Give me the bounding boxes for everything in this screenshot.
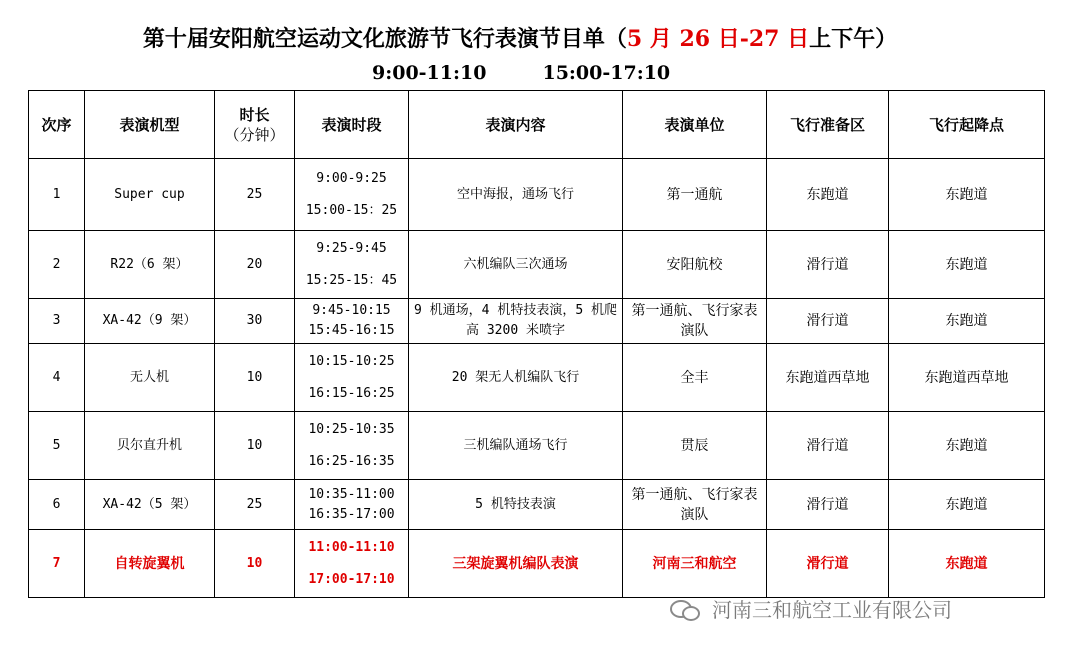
time-pm: 15:45-16:15 (308, 323, 395, 338)
cell-order: 2 (29, 231, 85, 299)
cell-duration: 25 (215, 480, 295, 530)
cell-takeoff: 东跑道 (889, 231, 1045, 299)
cell-period (295, 480, 409, 530)
cell-period (295, 344, 409, 412)
cell-unit: 第一通航、飞行家表演队 (623, 299, 767, 344)
cell-prep-area: 滑行道 (767, 231, 889, 299)
schedule-times (372, 62, 670, 84)
table-row (29, 299, 1045, 344)
time-am: 9:25-9:45 (316, 240, 387, 256)
cell-aircraft: 贝尔直升机 (85, 412, 215, 480)
cell-takeoff: 东跑道 (889, 530, 1045, 598)
cell-prep-area: 东跑道 (767, 159, 889, 231)
cell-order: 6 (29, 480, 85, 530)
time-pm: 16:25-16:35 (308, 453, 395, 469)
cell-duration: 30 (215, 299, 295, 344)
cell-order: 1 (29, 159, 85, 231)
cell-period (295, 299, 409, 344)
time-am: 10:35-11:00 (308, 486, 395, 502)
time-pm: 16:35-17:00 (308, 506, 395, 522)
cell-unit: 贯辰 (623, 412, 767, 480)
time-pm: 15:25-15：45 (305, 272, 398, 288)
cell-period (295, 530, 409, 598)
header-duration (215, 91, 295, 159)
header-unit: 表演单位 (623, 91, 767, 159)
cell-period (295, 412, 409, 480)
cell-aircraft: XA-42（5 架） (85, 480, 215, 530)
cell-order: 7 (29, 530, 85, 598)
program-table (28, 90, 1045, 598)
cell-takeoff: 东跑道 (889, 299, 1045, 344)
cell-duration: 10 (215, 344, 295, 412)
table-row (29, 530, 1045, 598)
time-pm: 17:00-17:10 (308, 571, 395, 587)
header-prep-area: 飞行准备区 (767, 91, 889, 159)
title-dates: 5 月 26 日-27 日 (626, 26, 810, 52)
cell-takeoff: 东跑道 (889, 159, 1045, 231)
header-duration-line2: （分钟） (224, 125, 285, 144)
cell-aircraft: 自转旋翼机 (85, 530, 215, 598)
cell-period (295, 231, 409, 299)
cell-duration: 20 (215, 231, 295, 299)
time-am: 10:25-10:35 (308, 421, 395, 437)
cell-content: 三机编队通场飞行 (409, 412, 623, 480)
cell-content: 9 机通场，4 机特技表演，5 机爬高 3200 米喷字 (409, 299, 623, 344)
time-am: 9:00-9:25 (316, 170, 387, 186)
cell-content: 空中海报，通场飞行 (409, 159, 623, 231)
table-row (29, 231, 1045, 299)
cell-aircraft: 无人机 (85, 344, 215, 412)
cell-unit: 安阳航校 (623, 231, 767, 299)
cell-unit: 全丰 (623, 344, 767, 412)
header-period: 表演时段 (295, 91, 409, 159)
cell-prep-area: 滑行道 (767, 412, 889, 480)
cell-prep-area: 滑行道 (767, 480, 889, 530)
time-pm: 15:00-15：25 (305, 202, 398, 218)
time-am: 10:15-10:25 (308, 353, 395, 369)
header-content: 表演内容 (409, 91, 623, 159)
table-header-row (29, 91, 1045, 159)
cell-period (295, 159, 409, 231)
cell-order: 3 (29, 299, 85, 344)
time-am: 9:45-10:15 (312, 303, 391, 318)
cell-duration: 25 (215, 159, 295, 231)
cell-order: 4 (29, 344, 85, 412)
header-takeoff: 飞行起降点 (889, 91, 1045, 159)
cell-takeoff: 东跑道 (889, 412, 1045, 480)
morning-time: 9:00-11:10 (372, 62, 487, 84)
watermark-text: 河南三和航空工业有限公司 (712, 598, 952, 622)
cell-prep-area: 滑行道 (767, 299, 889, 344)
cell-unit: 第一通航 (623, 159, 767, 231)
cell-aircraft: R22（6 架） (85, 231, 215, 299)
cell-aircraft: Super cup (85, 159, 215, 231)
cell-content: 5 机特技表演 (409, 480, 623, 530)
cell-content: 六机编队三次通场 (409, 231, 623, 299)
header-duration-line1: 时长 (239, 105, 270, 124)
cell-takeoff: 东跑道西草地 (889, 344, 1045, 412)
afternoon-time: 15:00-17:10 (542, 62, 671, 84)
cell-duration: 10 (215, 530, 295, 598)
cell-prep-area: 东跑道西草地 (767, 344, 889, 412)
time-pm: 16:15-16:25 (308, 385, 395, 401)
title-suffix: 上下午） (809, 26, 898, 52)
title-main: 第十届安阳航空运动文化旅游节飞行表演节目单（ (142, 26, 627, 52)
page-title (0, 22, 1040, 53)
table-row (29, 480, 1045, 530)
header-aircraft: 表演机型 (85, 91, 215, 159)
watermark (670, 594, 952, 623)
cell-unit: 第一通航、飞行家表演队 (623, 480, 767, 530)
cell-content: 20 架无人机编队飞行 (409, 344, 623, 412)
time-am: 11:00-11:10 (308, 539, 395, 555)
table-row (29, 344, 1045, 412)
cell-duration: 10 (215, 412, 295, 480)
cell-order: 5 (29, 412, 85, 480)
table-row (29, 159, 1045, 231)
cell-content: 三架旋翼机编队表演 (409, 530, 623, 598)
cell-aircraft: XA-42（9 架） (85, 299, 215, 344)
cell-prep-area: 滑行道 (767, 530, 889, 598)
wechat-icon (670, 598, 698, 620)
table-row (29, 412, 1045, 480)
cell-unit: 河南三和航空 (623, 530, 767, 598)
cell-takeoff: 东跑道 (889, 480, 1045, 530)
header-order: 次序 (29, 91, 85, 159)
